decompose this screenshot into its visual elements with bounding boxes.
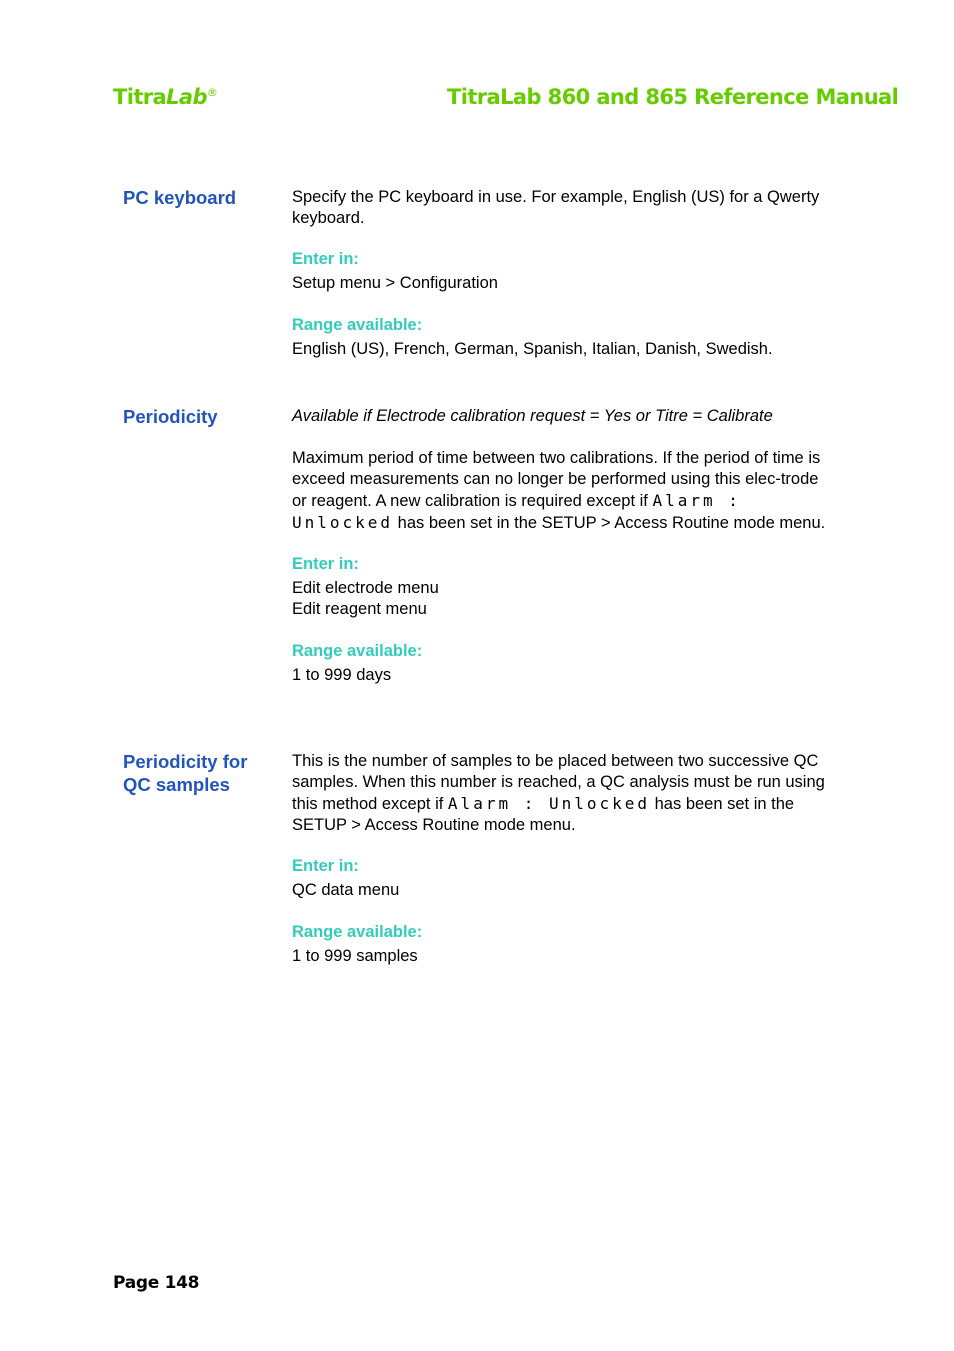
brand-suffix: Lab: [166, 85, 207, 109]
availability-note: Available if Electrode calibration request = Yes or Titre = Calibrate: [292, 407, 773, 425]
range-value: English (US), French, German, Spanish, Italian, Danish, Swedish.: [292, 340, 773, 358]
alarm-code: Alarm : Unlocked: [447, 794, 651, 813]
enter-in-value: Setup menu > Configuration: [292, 274, 498, 292]
enter-in-label: Enter in:: [292, 250, 359, 268]
description-text-end: has been set in the SETUP > Access Routine mode menu.: [292, 795, 795, 834]
manual-title: TitraLab 860 and 865 Reference Manual: [447, 85, 899, 109]
section-body-periodicity-qc: [292, 751, 837, 967]
range-label: Range available:: [292, 642, 423, 660]
enter-in-label: Enter in:: [292, 555, 359, 573]
section-description: Specify the PC keyboard in use. For example, English (US) for a Qwerty keyboard.: [292, 188, 820, 227]
brand-prefix: Titra: [113, 85, 167, 109]
section-title-periodicity: Periodicity: [123, 406, 218, 427]
enter-in-value-2: Edit reagent menu: [292, 600, 427, 618]
range-label: Range available:: [292, 316, 423, 334]
section-description: [292, 751, 837, 836]
section-title-line-1: Periodicity for: [123, 751, 248, 772]
description-text-start: Maximum period of time between two calibrations. If the period of time is exceed measurements can no longer be performed using this elec-trode or reagent. A new calibration is required except if: [292, 449, 821, 510]
range-value: 1 to 999 days: [292, 666, 392, 684]
enter-in-value: QC data menu: [292, 881, 400, 899]
enter-in-label: Enter in:: [292, 857, 359, 875]
alarm-code: Alarm : Unlocked: [292, 491, 741, 532]
section-description: [292, 448, 837, 534]
range-label: Range available:: [292, 923, 423, 941]
enter-in-value-1: Edit electrode menu: [292, 579, 439, 597]
page-number: Page 148: [113, 1273, 200, 1293]
brand-logo: [113, 82, 217, 112]
range-value: 1 to 999 samples: [292, 947, 418, 965]
section-title-pc-keyboard: PC keyboard: [123, 187, 237, 208]
description-text-start: This is the number of samples to be placed between two successive QC samples. When this number is reached, a QC analysis must be run using this method except if: [292, 752, 825, 813]
section-body-pc-keyboard: [292, 187, 837, 360]
section-body-periodicity: [292, 406, 837, 686]
registered-mark: ®: [206, 86, 218, 99]
section-title-periodicity-qc: [123, 750, 247, 796]
description-text-end: has been set in the SETUP > Access Routine mode menu.: [393, 514, 826, 532]
section-title-line-2: QC samples: [123, 774, 230, 795]
